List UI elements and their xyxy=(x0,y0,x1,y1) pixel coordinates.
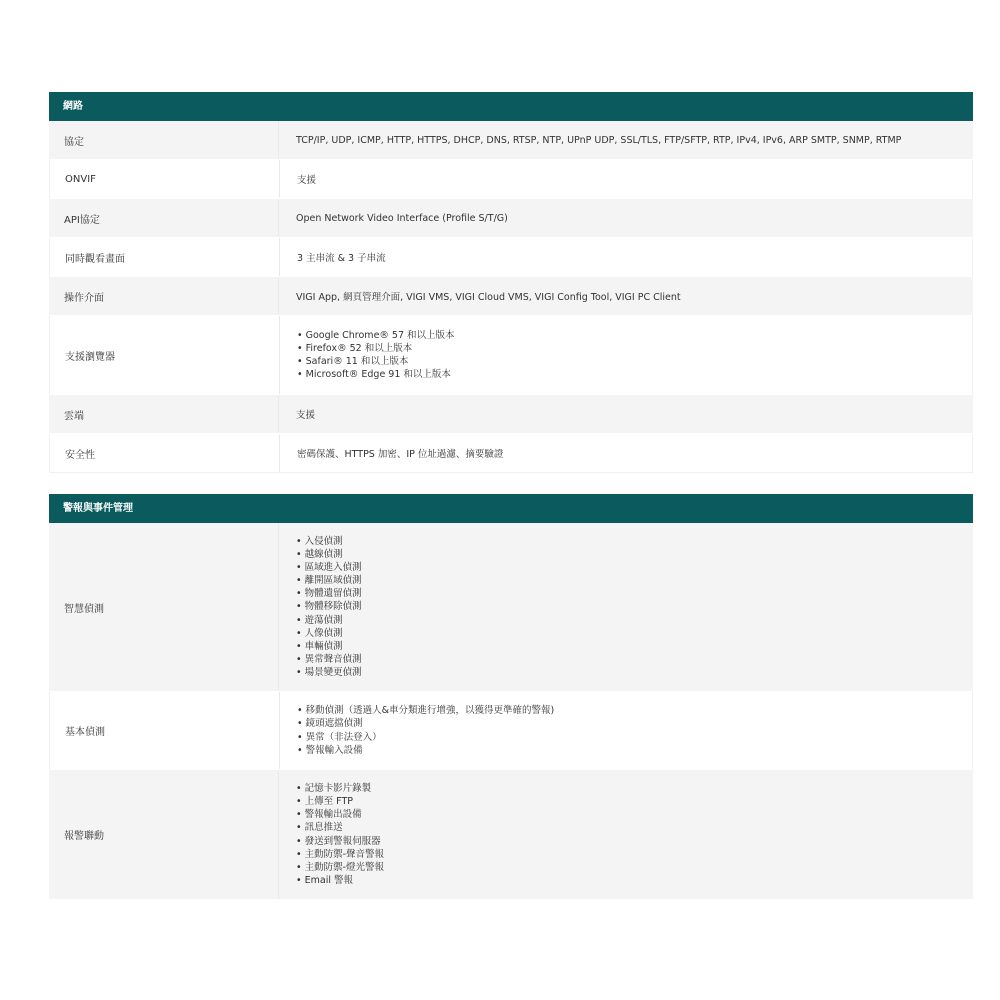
list-item: • 車輛偵測 xyxy=(296,640,362,653)
list-item: • 記憶卡影片錄製 xyxy=(296,782,384,795)
browser-list xyxy=(297,329,455,381)
spec-value: TCP/IP, UDP, ICMP, HTTP, HTTPS, DHCP, DNS, RTSP, NTP, UPnP UDP, SSL/TLS, FTP/SFTP, RTP, IPv4, IPv6, ARP SMTP, SNMP, RTMP xyxy=(296,134,902,146)
spec-row-interface xyxy=(49,277,973,316)
spec-label: 同時觀看畫面 xyxy=(50,238,280,276)
spec-label: ONVIF xyxy=(50,160,280,198)
basic-detection-list xyxy=(297,704,554,756)
list-item: • 物體遺留偵測 xyxy=(296,587,362,600)
spec-value: Open Network Video Interface (Profile S/T/G) xyxy=(296,212,508,224)
spec-value xyxy=(280,316,972,394)
list-item: • 訊息推送 xyxy=(296,821,384,834)
network-spec-section xyxy=(49,92,973,473)
spec-value: 支援 xyxy=(297,175,317,186)
list-item: • 越線偵測 xyxy=(296,548,362,561)
list-item: • 異常聲音偵測 xyxy=(296,653,362,666)
alarm-spec-section xyxy=(49,494,973,900)
spec-row-alarm-linkage xyxy=(49,770,973,900)
list-item: • 警報輸入設備 xyxy=(297,744,554,757)
list-item: • 人像偵測 xyxy=(296,627,362,640)
spec-label: API協定 xyxy=(49,199,279,237)
list-item: • 主動防禦-燈光警報 xyxy=(296,861,384,874)
spec-row-basic-detection xyxy=(49,692,973,770)
section-header-alarm: 警報與事件管理 xyxy=(49,494,973,523)
alarm-linkage-list xyxy=(296,782,384,887)
spec-value xyxy=(280,692,972,769)
spec-value xyxy=(279,523,973,691)
spec-row-browsers xyxy=(49,316,973,395)
spec-row-simultaneous-view xyxy=(49,238,973,277)
spec-label: 協定 xyxy=(49,121,279,159)
spec-label: 智慧偵測 xyxy=(49,523,279,691)
spec-value: 支援 xyxy=(296,410,316,421)
list-item: • 發送到警報伺服器 xyxy=(296,835,384,848)
list-item: • 區域進入偵測 xyxy=(296,561,362,574)
spec-value xyxy=(279,770,973,899)
list-item: • 移動偵測（透過人&車分類進行增強，以獲得更準確的警報) xyxy=(297,704,554,717)
list-item: • 物體移除偵測 xyxy=(296,600,362,613)
spec-row-cloud xyxy=(49,395,973,434)
list-item: • 警報輸出設備 xyxy=(296,808,384,821)
list-item: • Google Chrome® 57 和以上版本 xyxy=(297,329,455,342)
spec-value: 3 主串流 & 3 子串流 xyxy=(297,253,386,264)
list-item: • 異常（非法登入） xyxy=(297,731,554,744)
list-item: • 主動防禦-聲音警報 xyxy=(296,848,384,861)
list-item: • 上傳至 FTP xyxy=(296,795,384,808)
spec-row-security xyxy=(49,434,973,473)
list-item: • Firefox® 52 和以上版本 xyxy=(297,342,455,355)
spec-label: 安全性 xyxy=(50,434,280,472)
list-item: • 場景變更偵測 xyxy=(296,666,362,679)
spec-row-api-protocol xyxy=(49,199,973,238)
spec-label: 雲端 xyxy=(49,395,279,433)
section-header-network: 網路 xyxy=(49,92,973,121)
spec-label: 操作介面 xyxy=(49,277,279,315)
smart-detection-list xyxy=(296,535,362,679)
list-item: • Microsoft® Edge 91 和以上版本 xyxy=(297,368,455,381)
list-item: • 入侵偵測 xyxy=(296,535,362,548)
list-item: • Email 警報 xyxy=(296,874,384,887)
spec-label: 支援瀏覽器 xyxy=(50,316,280,394)
list-item: • 遊蕩偵測 xyxy=(296,614,362,627)
spec-row-smart-detection xyxy=(49,523,973,692)
spec-label: 報警聯動 xyxy=(49,770,279,899)
list-item: • 鏡頭遮擋偵測 xyxy=(297,717,554,730)
list-item: • 離開區域偵測 xyxy=(296,574,362,587)
spec-value: VIGI App, 網頁管理介面, VIGI VMS, VIGI Cloud VMS, VIGI Config Tool, VIGI PC Client xyxy=(296,292,681,303)
spec-value: 密碼保護、HTTPS 加密、IP 位址過濾、摘要驗證 xyxy=(297,449,504,460)
spec-row-onvif xyxy=(49,160,973,199)
list-item: • Safari® 11 和以上版本 xyxy=(297,355,455,368)
spec-row-protocol xyxy=(49,121,973,160)
spec-label: 基本偵測 xyxy=(50,692,280,769)
